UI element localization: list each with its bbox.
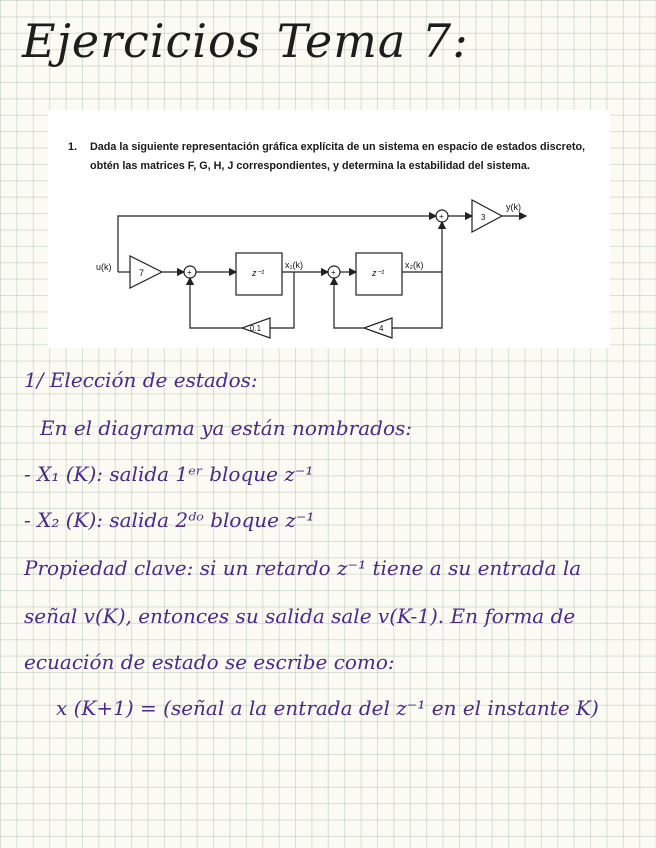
gain-input-block: [130, 256, 162, 288]
problem-text: Dada la siguiente representación gráfica explícita de un sistema en espacio de estados discreto, obtén las matrices F, G, H, J correspondientes, y determina la estabilidad del sistema.: [90, 141, 586, 172]
notes-line-2: - X₁ (K): salida 1ᵉʳ bloque z⁻¹: [24, 462, 314, 486]
output-label: y(k): [506, 202, 521, 212]
notes-line-3: - X₂ (K): salida 2ᵈᵒ bloque z⁻¹: [24, 508, 315, 532]
state-1-label: x₁(k): [285, 260, 304, 270]
problem-card: [48, 110, 610, 348]
notes-heading: 1/ Elección de estados:: [24, 368, 258, 392]
delay-1-label: z⁻¹: [252, 268, 265, 278]
wire-feedback-2-return: [334, 278, 364, 328]
gain-input-value: 7: [139, 268, 145, 278]
gain-output-value: 3: [481, 213, 486, 222]
wire-feedthrough: [118, 216, 436, 272]
gain-feedback-2-value: 4: [379, 324, 384, 333]
wire-feedback-2-tap: [392, 272, 442, 328]
notes-line-6: ecuación de estado se escribe como:: [24, 650, 395, 674]
state-2-label: x₂(k): [405, 260, 424, 270]
page-title: Ejercicios Tema 7:: [22, 14, 469, 68]
problem-number: 1.: [68, 141, 78, 153]
sum-1-sign: +: [187, 268, 192, 277]
gain-feedback-1-value: 0.1: [250, 324, 262, 333]
delay-2-label: z⁻¹: [372, 268, 385, 278]
notes-line-7: x (K+1) = (señal a la entrada del z⁻¹ en el instante K): [56, 696, 599, 720]
sum-3-sign: +: [439, 212, 444, 221]
gain-feedback-2-block: [364, 318, 392, 338]
notes-line-5: señal v(K), entonces su salida sale v(K-1). En forma de: [24, 604, 576, 628]
wire-feedback-1-return: [190, 278, 242, 328]
notes-line-4: Propiedad clave: si un retardo z⁻¹ tiene a su entrada la: [24, 556, 582, 580]
block-diagram: [48, 110, 610, 348]
input-label: u(k): [96, 262, 112, 272]
gain-output-block: [472, 200, 502, 232]
sum-2-sign: +: [331, 268, 336, 277]
notes-line-1: En el diagrama ya están nombrados:: [40, 416, 412, 440]
